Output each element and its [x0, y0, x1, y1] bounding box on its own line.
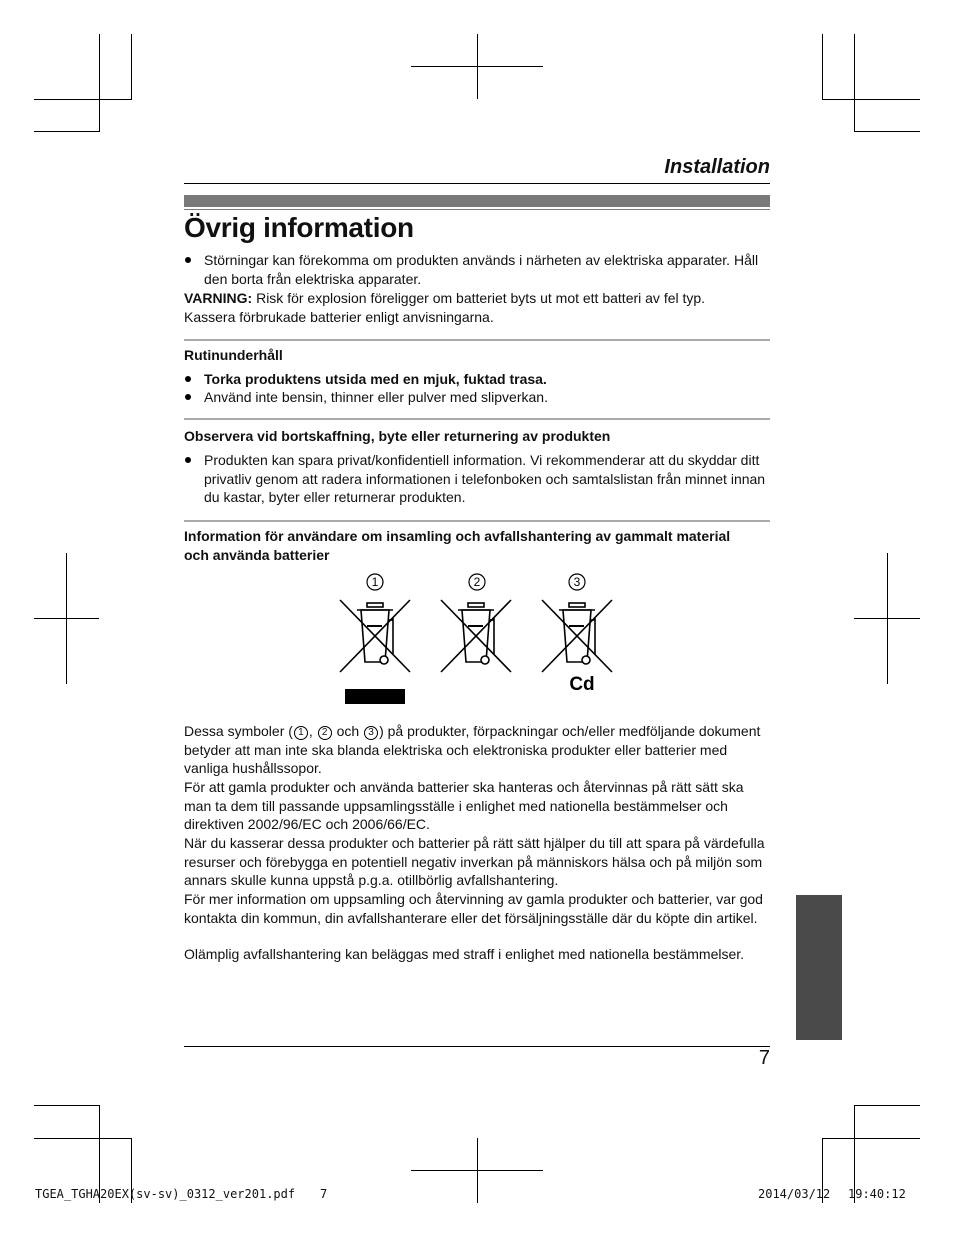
intro-bullet-1: Störningar kan förekomma om produkten används i närheten av elektriska apparater. Håll den borta från elektriska apparater. [204, 252, 759, 287]
maintenance-bullet-1: Torka produktens utsida med en mjuk, fuktad trasa. [204, 371, 547, 387]
solid-bar-icon [345, 689, 405, 704]
warning-label: VARNING: [184, 290, 253, 306]
crossed-bin-icon [340, 600, 410, 672]
symbol-label-2: 2 [473, 575, 481, 589]
maintenance-bullet-2: Använd inte bensin, thinner eller pulver med slipverkan. [204, 389, 548, 405]
bullet-dot [185, 457, 191, 463]
bullet-dot [185, 376, 191, 382]
bullet-dot [185, 394, 191, 400]
section-divider [184, 418, 770, 420]
disposal-bullet-1: Produkten kan spara privat/konfidentiell information. Vi rekommenderar att du skyddar ditt privatliv genom att radera informationen i telefonboken och samtalslistan från minnet innan du kastar, byter eller returnerar produkten. [204, 452, 766, 506]
section-divider [184, 339, 770, 341]
weee-heading-line-2: och använda batterier [184, 547, 330, 563]
circled-number: 3 [364, 726, 378, 740]
crossed-bin-icon [441, 600, 511, 672]
symbol-label-1: 1 [371, 575, 379, 589]
page-number: 7 [758, 1047, 770, 1069]
print-page: 7 [320, 1187, 328, 1201]
print-time: 19:40:12 [848, 1187, 906, 1201]
warning-line [184, 289, 772, 308]
weee-paragraph-1: Dessa symboler ( 1 , 2 och 3 ) på produkter, förpackningar och/eller medföljande dokument betyder att man inte ska blanda elektriska och elektroniska produkter eller batterier med vanliga hushållssopor. [184, 723, 761, 777]
title-bar-rule [184, 209, 770, 210]
symbol-label-3: 3 [573, 575, 581, 589]
header-rule [184, 183, 770, 184]
section-header: Installation [664, 156, 770, 178]
crossed-bin-icon [542, 600, 612, 672]
warning-text: Risk för explosion föreligger om batteriet byts ut mot ett batteri av fel typ. [252, 290, 706, 306]
print-date: 2014/03/12 [758, 1187, 831, 1201]
side-tab [796, 895, 842, 1040]
maintenance-heading: Rutinunderhåll [184, 347, 283, 363]
circled-number: 2 [318, 726, 332, 740]
footer-rule [184, 1046, 770, 1047]
weee-symbols-graphic [330, 570, 630, 710]
section-divider [184, 520, 770, 522]
disposal-heading: Observera vid bortskaffning, byte eller returnering av produkten [184, 428, 611, 444]
weee-paragraph-5: Olämplig avfallshantering kan beläggas med straff i enlighet med nationella bestämmelser. [184, 946, 745, 962]
title-bar [184, 195, 770, 207]
bullet-dot [185, 257, 191, 263]
weee-symbols [330, 570, 630, 710]
page-title: Övrig information [184, 212, 414, 243]
circled-number: 1 [294, 726, 308, 740]
weee-paragraph-4: För mer information om uppsamling och återvinning av gamla produkter och batterier, var god kontakta din kommun, din avfallshanterare eller det försäljningsställe där du köpte din artikel. [184, 891, 763, 926]
cadmium-label: Cd [569, 674, 595, 695]
weee-paragraph-3: När du kasserar dessa produkter och batterier på rätt sätt hjälper du till att spara på värdefulla resurser och förebygga en potentiell negativ inverkan på människors hälsa och på miljön som annars skulle kunna uppstå p.g.a. otillbörlig avfallshantering. [184, 835, 765, 889]
warning-line-2: Kassera förbrukade batterier enligt anvisningarna. [184, 309, 494, 325]
weee-heading-line-1: Information för användare om insamling och avfallshantering av gammalt material [184, 528, 731, 544]
weee-paragraph-2: För att gamla produkter och använda batterier ska hanteras och återvinnas på rätt sätt ska man ta dem till passande uppsamlingsställe i enlighet med nationella bestämmelser och direktiven 2002/96/EC och 2006/66/EC. [184, 779, 744, 833]
print-filename: TGEA_TGHA20EX(sv-sv)_0312_ver201.pdf [35, 1187, 296, 1201]
